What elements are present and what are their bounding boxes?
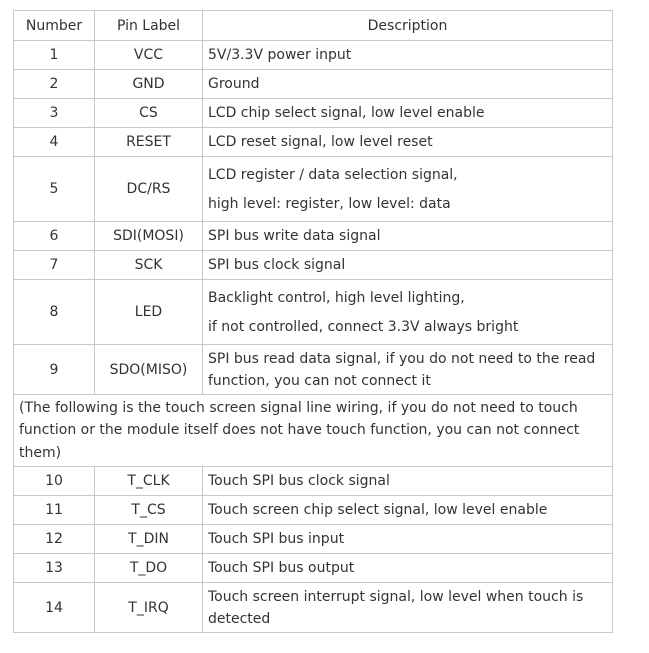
pin-number: 8 (14, 280, 95, 345)
pin-table (13, 10, 613, 633)
pin-number: 13 (14, 554, 95, 583)
pin-description: Touch SPI bus clock signal (203, 467, 613, 496)
pin-number: 12 (14, 525, 95, 554)
table-row (14, 70, 613, 99)
pin-description (203, 157, 613, 222)
pin-number: 11 (14, 496, 95, 525)
pin-label: DC/RS (95, 157, 203, 222)
pin-label: SCK (95, 251, 203, 280)
table-row (14, 157, 613, 222)
pin-label: T_CLK (95, 467, 203, 496)
pin-label: GND (95, 70, 203, 99)
pin-label: RESET (95, 128, 203, 157)
table-row (14, 525, 613, 554)
pin-description: Touch screen chip select signal, low level enable (203, 496, 613, 525)
pin-number: 5 (14, 157, 95, 222)
description-line: if not controlled, connect 3.3V always bright (208, 318, 519, 335)
pin-label: LED (95, 280, 203, 345)
pin-label: SDI(MOSI) (95, 222, 203, 251)
pin-number: 6 (14, 222, 95, 251)
pin-label: T_IRQ (95, 583, 203, 633)
pin-description: LCD reset signal, low level reset (203, 128, 613, 157)
table-row (14, 345, 613, 395)
pin-number: 1 (14, 41, 95, 70)
pin-description (203, 280, 613, 345)
header-pin-label: Pin Label (95, 11, 203, 41)
pin-description: LCD chip select signal, low level enable (203, 99, 613, 128)
pin-label: VCC (95, 41, 203, 70)
table-row (14, 496, 613, 525)
description-line: LCD register / data selection signal, (208, 166, 458, 183)
pin-description: SPI bus clock signal (203, 251, 613, 280)
table-row (14, 467, 613, 496)
pin-description: SPI bus write data signal (203, 222, 613, 251)
pin-description: SPI bus read data signal, if you do not need to the read function, you can not connect it (203, 345, 613, 395)
pin-label: SDO(MISO) (95, 345, 203, 395)
table-row (14, 128, 613, 157)
table-row (14, 99, 613, 128)
pin-number: 3 (14, 99, 95, 128)
pin-description: Touch SPI bus input (203, 525, 613, 554)
pin-number: 9 (14, 345, 95, 395)
touch-wiring-note: (The following is the touch screen signal line wiring, if you do not need to touch function or the module itself does not have touch function, you can not connect them) (14, 395, 613, 467)
pin-label: T_DO (95, 554, 203, 583)
header-description: Description (203, 11, 613, 41)
pin-description: Ground (203, 70, 613, 99)
table-row (14, 222, 613, 251)
touch-note-row (14, 395, 613, 467)
table-row (14, 554, 613, 583)
table-row (14, 583, 613, 633)
pin-number: 4 (14, 128, 95, 157)
pin-label: T_DIN (95, 525, 203, 554)
description-line: Backlight control, high level lighting, (208, 289, 465, 306)
header-number: Number (14, 11, 95, 41)
header-row (14, 11, 613, 41)
pin-description: 5V/3.3V power input (203, 41, 613, 70)
pin-number: 2 (14, 70, 95, 99)
pin-label: CS (95, 99, 203, 128)
pin-number: 14 (14, 583, 95, 633)
pin-number: 10 (14, 467, 95, 496)
pin-description: Touch screen interrupt signal, low level when touch is detected (203, 583, 613, 633)
table-row (14, 280, 613, 345)
description-line: high level: register, low level: data (208, 195, 451, 212)
table-row (14, 251, 613, 280)
pin-label: T_CS (95, 496, 203, 525)
pin-description: Touch SPI bus output (203, 554, 613, 583)
table-row (14, 41, 613, 70)
pin-number: 7 (14, 251, 95, 280)
